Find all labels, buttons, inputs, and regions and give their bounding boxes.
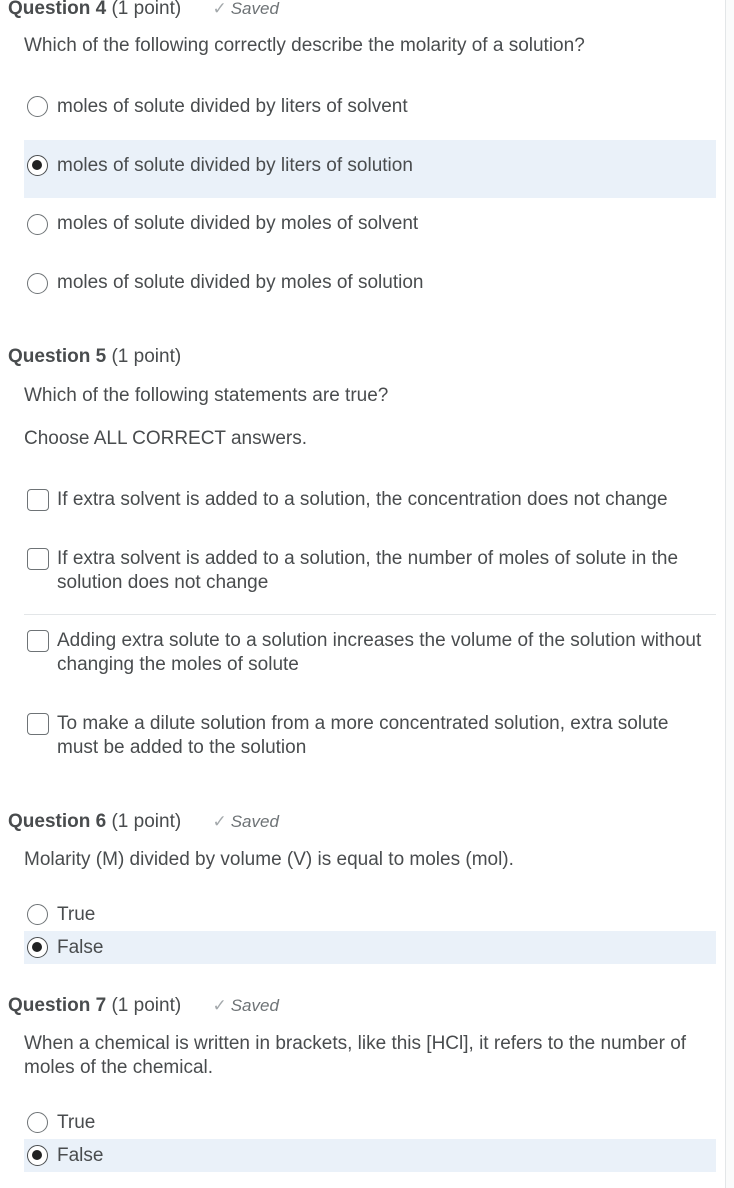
option-label: False — [57, 1145, 104, 1166]
question-4-option-3[interactable] — [24, 200, 716, 249]
option-label: If extra solvent is added to a solution, the concentration does not change — [57, 489, 668, 510]
question-4-header — [8, 0, 279, 20]
option-label: False — [57, 937, 104, 958]
option-label: moles of solute divided by moles of solution — [57, 272, 424, 293]
question-7-prompt: When a chemical is written in brackets, like this [HCl], it refers to the number of moles of the chemical. — [24, 1033, 687, 1078]
option-label: moles of solute divided by liters of solvent — [57, 96, 408, 117]
checkmark-icon: ✓ — [212, 812, 227, 831]
question-6-header — [8, 811, 279, 833]
question-5-option-4[interactable] — [24, 700, 716, 772]
question-points: (1 point) — [111, 995, 182, 1016]
option-label: True — [57, 904, 96, 925]
question-5-option-3[interactable] — [24, 617, 716, 689]
radio-button-selected[interactable] — [27, 155, 48, 176]
radio-button[interactable] — [27, 1112, 48, 1133]
scrollbar-track[interactable] — [725, 0, 734, 1188]
checkbox[interactable] — [27, 548, 49, 570]
question-6-prompt: Molarity (M) divided by volume (V) is equal to moles (mol). — [24, 849, 514, 870]
saved-indicator — [212, 996, 278, 1016]
saved-label: Saved — [230, 996, 279, 1015]
option-label: True — [57, 1112, 96, 1133]
checkmark-icon: ✓ — [212, 996, 227, 1015]
question-7-header — [8, 995, 279, 1017]
question-5-instruction: Choose ALL CORRECT answers. — [24, 428, 308, 449]
radio-button-selected[interactable] — [27, 937, 48, 958]
option-label: Adding extra solute to a solution increases the volume of the solution without changing the moles of solute — [57, 630, 702, 675]
question-title: Question 4 — [8, 0, 107, 19]
option-label: moles of solute divided by liters of solution — [57, 155, 413, 176]
question-5-prompt: Which of the following statements are true? — [24, 385, 389, 406]
question-title: Question 5 — [8, 346, 107, 367]
question-5-option-2[interactable] — [24, 535, 716, 607]
option-divider — [24, 614, 716, 615]
radio-button-selected[interactable] — [27, 1145, 48, 1166]
question-points: (1 point) — [111, 346, 182, 367]
question-7-option-true[interactable] — [24, 1107, 716, 1139]
checkmark-icon: ✓ — [212, 0, 227, 18]
saved-indicator — [212, 0, 278, 19]
checkbox[interactable] — [27, 489, 49, 511]
question-title: Question 7 — [8, 995, 107, 1016]
question-4-option-4[interactable] — [24, 259, 716, 308]
checkbox[interactable] — [27, 630, 49, 652]
radio-button[interactable] — [27, 214, 48, 235]
question-4-option-1[interactable] — [24, 82, 716, 131]
question-5-header — [8, 346, 181, 368]
question-7-option-false[interactable] — [24, 1139, 716, 1172]
radio-button[interactable] — [27, 96, 48, 117]
saved-label: Saved — [230, 812, 279, 831]
checkbox[interactable] — [27, 713, 49, 735]
question-6-option-true[interactable] — [24, 899, 716, 931]
saved-indicator — [212, 812, 278, 832]
question-5-option-1[interactable] — [24, 476, 716, 526]
question-6-option-false[interactable] — [24, 931, 716, 964]
option-label: moles of solute divided by moles of solvent — [57, 213, 419, 234]
question-4-prompt: Which of the following correctly describe the molarity of a solution? — [24, 35, 585, 56]
question-points: (1 point) — [111, 0, 182, 19]
saved-label: Saved — [230, 0, 279, 18]
radio-button[interactable] — [27, 904, 48, 925]
option-label: If extra solvent is added to a solution, the number of moles of solute in the solution does not change — [57, 548, 679, 593]
question-4-option-2[interactable] — [24, 140, 716, 198]
question-title: Question 6 — [8, 811, 107, 832]
radio-button[interactable] — [27, 273, 48, 294]
option-label: To make a dilute solution from a more concentrated solution, extra solute must be added to the solution — [57, 713, 669, 758]
question-points: (1 point) — [111, 811, 182, 832]
